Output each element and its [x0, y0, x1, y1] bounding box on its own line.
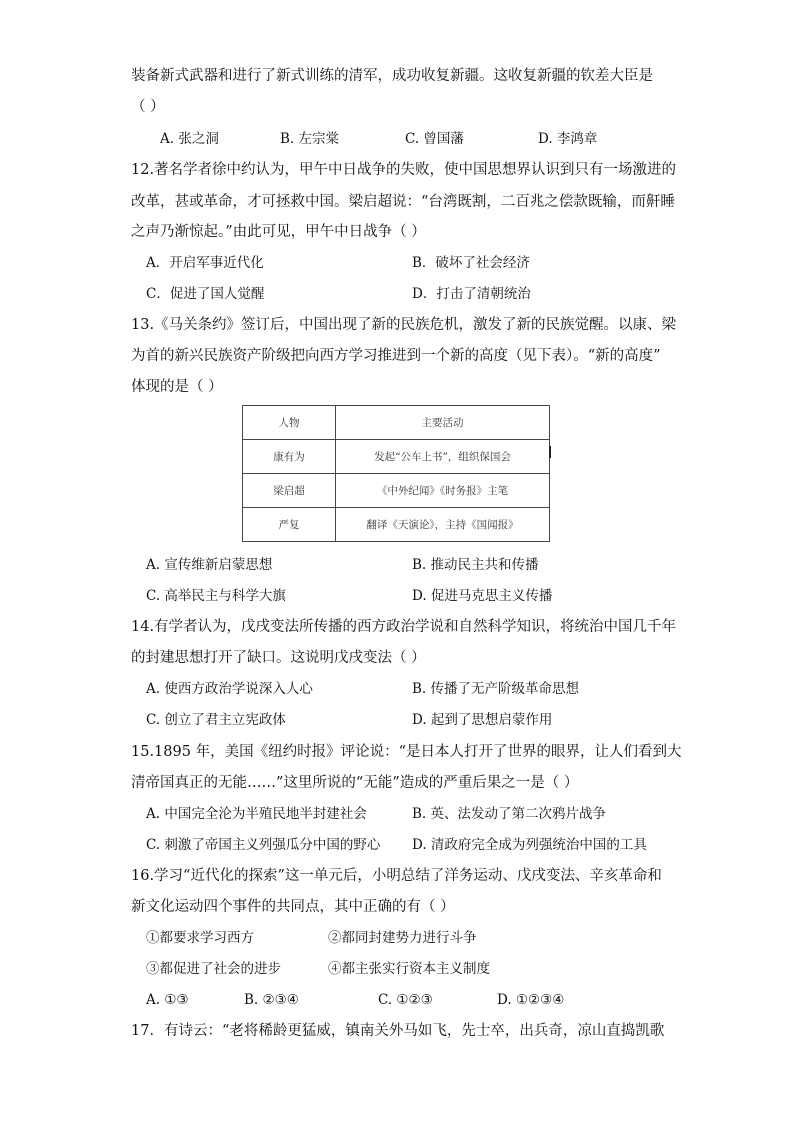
- table-row: [243, 508, 550, 542]
- q16-option-a: A. ①③: [146, 992, 189, 1008]
- table-cell-person: 梁启超: [243, 474, 336, 508]
- q11-option-c: C. 曾国藩: [405, 131, 464, 147]
- q13-option-a: A. 宣传维新启蒙思想: [146, 557, 273, 573]
- q12-stem-line3: 之声乃渐惊起。”由此可见，甲午中日战争（ ）: [131, 224, 426, 240]
- q14-option-c: C. 创立了君主立宪政体: [146, 712, 286, 728]
- q16-stem-line1: 16.学习“近代化的探索”这一单元后，小明总结了洋务运动、戊戌变法、辛亥革命和: [131, 868, 662, 884]
- table-header-row: [243, 406, 550, 440]
- q11-stem-line2: （ ）: [131, 99, 165, 115]
- q12-option-a: A．开启军事近代化: [146, 255, 264, 271]
- q16-statement-3: ③都促进了社会的进步: [146, 961, 281, 977]
- q15-stem-line2: 清帝国真正的无能……”这里所说的“无能”造成的严重后果之一是（ ）: [131, 775, 579, 791]
- q13-stem-line2: 为首的新兴民族资产阶级把向西方学习推进到一个新的高度（见下表）。“新的高度”: [131, 348, 661, 364]
- q15-option-c: C. 刺激了帝国主义列强瓜分中国的野心: [146, 837, 381, 853]
- q16-statement-4: ④都主张实行资本主义制度: [328, 961, 490, 977]
- table-edge-mark: [549, 446, 551, 458]
- q13-option-d: D. 促进马克思主义传播: [412, 588, 553, 604]
- q16-statement-2: ②都同封建势力进行斗争: [328, 930, 477, 946]
- q11-stem-line1: 装备新式武器和进行了新式训练的清军，成功收复新疆。这收复新疆的钦差大臣是: [131, 68, 653, 84]
- table-cell-person: 严复: [243, 508, 336, 542]
- q16-stem-line2: 新文化运动四个事件的共同点，其中正确的有（ ）: [131, 899, 455, 915]
- q16-option-d: D. ①②③④: [497, 992, 565, 1008]
- q12-stem-line1: 12.著名学者徐中约认为，甲午中日战争的失败，使中国思想界认识到只有一场激进的: [131, 162, 677, 178]
- q14-option-a: A. 使西方政治学说深入人心: [146, 681, 313, 697]
- q15-stem-line1: 15.1895 年，美国《纽约时报》评论说：“是日本人打开了世界的眼界，让人们看到大: [131, 744, 682, 760]
- q14-option-d: D. 起到了思想启蒙作用: [412, 712, 553, 728]
- q15-option-a: A. 中国完全沦为半殖民地半封建社会: [146, 806, 367, 822]
- q11-option-b: B. 左宗棠: [280, 131, 340, 147]
- q14-stem-line1: 14.有学者认为，戊戌变法所传播的西方政治学说和自然科学知识，将统治中国几千年: [131, 619, 677, 635]
- q12-stem-line2: 改革，甚或革命，才可拯救中国。梁启超说：“台湾既割，二百兆之偿款既输，而鼾睡: [131, 194, 675, 210]
- table-row: [243, 474, 550, 508]
- table-cell-person: 康有为: [243, 440, 336, 474]
- q11-option-a: A. 张之洞: [160, 131, 219, 147]
- q14-option-b: B. 传播了无产阶级革命思想: [412, 681, 580, 697]
- q12-option-b: B．破坏了社会经济: [412, 255, 530, 271]
- q13-stem-line1: 13.《马关条约》签订后，中国出现了新的民族危机，激发了新的民族觉醒。以康、梁: [131, 317, 677, 333]
- q11-option-d: D. 李鸿章: [538, 131, 598, 147]
- table-cell-activity: 《中外纪闻》《时务报》主笔: [336, 474, 550, 508]
- q12-option-c: C．促进了国人觉醒: [146, 286, 265, 302]
- table-cell-activity: 翻译《天演论》，主持《国闻报》: [336, 508, 550, 542]
- table-header-person: 人物: [243, 406, 336, 440]
- q15-option-d: D. 清政府完全成为列强统治中国的工具: [412, 837, 647, 853]
- q17-stem-line1: 17．有诗云：“老将稀龄更猛威，镇南关外马如飞，先士卒，出兵奇，凉山直捣凯歌: [131, 1023, 665, 1039]
- q13-option-c: C. 高举民主与科学大旗: [146, 588, 286, 604]
- q14-stem-line2: 的封建思想打开了缺口。这说明戊戌变法（ ）: [131, 650, 426, 666]
- q16-statement-1: ①都要求学习西方: [146, 930, 254, 946]
- table-cell-activity: 发起“公车上书”，组织保国会: [336, 440, 550, 474]
- q13-option-b: B. 推动民主共和传播: [412, 557, 539, 573]
- q13-stem-line3: 体现的是（ ）: [131, 379, 223, 395]
- q13-table: [242, 405, 550, 542]
- table-row: [243, 440, 550, 474]
- q16-option-b: B. ②③④: [244, 992, 299, 1008]
- table-header-activity: 主要活动: [336, 406, 550, 440]
- q16-option-c: C. ①②③: [378, 992, 433, 1008]
- q15-option-b: B. 英、法发动了第二次鸦片战争: [412, 806, 607, 822]
- q12-option-d: D．打击了清朝统治: [412, 286, 531, 302]
